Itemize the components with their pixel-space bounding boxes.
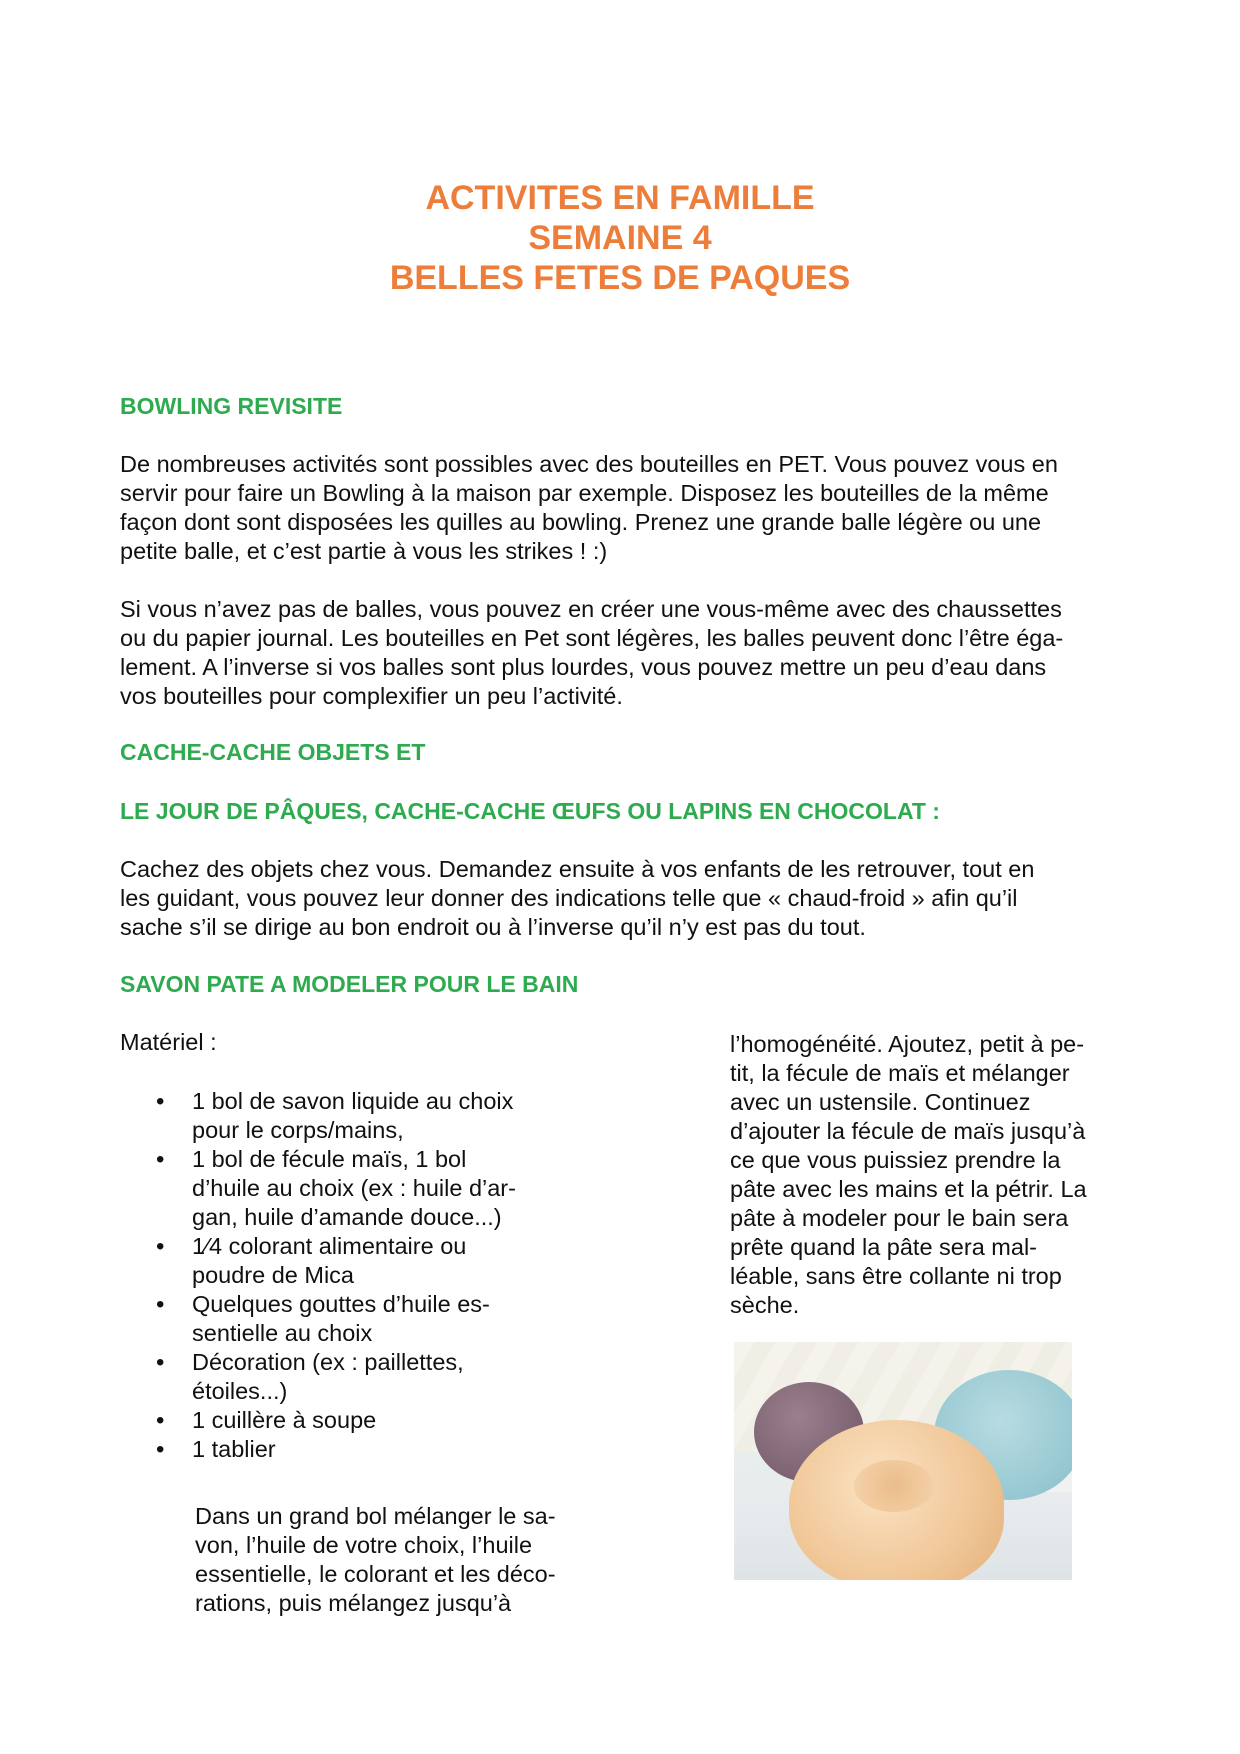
recipe-continuation-paragraph (730, 1030, 1125, 1320)
line: les guidant, vous pouvez leur donner des indications telle que « chaud-froid » afin qu’il (120, 885, 1018, 911)
heading-cache-cache-paques: LE JOUR DE PÂQUES, CACHE-CACHE ŒUFS OU LAPINS EN CHOCOLAT : (120, 798, 940, 824)
list-item (192, 1348, 600, 1406)
playdough-photo (734, 1342, 1072, 1580)
heading-bowling: BOWLING REVISITE (120, 393, 343, 419)
line: Cachez des objets chez vous. Demandez ensuite à vos enfants de les retrouver, tout en (120, 856, 1035, 882)
line: vos bouteilles pour complexifier un peu l’activité. (120, 683, 623, 709)
line: d’huile au choix (ex : huile d’ar- (192, 1175, 516, 1201)
line: 1 bol de savon liquide au choix (192, 1088, 514, 1114)
paragraph-cache-cache (120, 855, 1120, 942)
list-item (192, 1087, 600, 1145)
line: pâte avec les mains et la pétrir. La (730, 1176, 1087, 1202)
line: 1 cuillère à soupe (192, 1407, 377, 1433)
line: étoiles...) (192, 1378, 288, 1404)
line: sentielle au choix (192, 1320, 373, 1346)
list-item (192, 1406, 600, 1435)
materials-list (120, 1087, 600, 1464)
title-line-2: SEMAINE 4 (528, 219, 712, 257)
line: De nombreuses activités sont possibles avec des bouteilles en PET. Vous pouvez vous en (120, 451, 1058, 477)
heading-cache-cache-objets: CACHE-CACHE OBJETS ET (120, 739, 426, 765)
line: rations, puis mélangez jusqu’à (195, 1590, 512, 1616)
line: petite balle, et c’est partie à vous les strikes ! :) (120, 538, 608, 564)
line: poudre de Mica (192, 1262, 354, 1288)
line: sèche. (730, 1292, 800, 1318)
title-line-3: BELLES FETES DE PAQUES (389, 259, 851, 297)
list-item (192, 1290, 600, 1348)
line: 1 tablier (192, 1436, 276, 1462)
line: gan, huile d’amande douce...) (192, 1204, 502, 1230)
line: ou du papier journal. Les bouteilles en Pet sont légères, les balles peuvent donc l’être éga- (120, 625, 1064, 651)
list-item (192, 1145, 600, 1232)
line: l’homogénéité. Ajoutez, petit à pe- (730, 1031, 1085, 1057)
line: Décoration (ex : paillettes, (192, 1349, 464, 1375)
line: prête quand la pâte sera mal- (730, 1234, 1037, 1260)
recipe-left-column (120, 1028, 600, 1618)
line: essentielle, le colorant et les déco- (195, 1561, 556, 1587)
recipe-right-column (730, 1030, 1125, 1320)
line: von, l’huile de votre choix, l’huile (195, 1532, 533, 1558)
recipe-step-paragraph (195, 1502, 595, 1618)
paragraph-bowling-1 (120, 450, 1120, 566)
line: tit, la fécule de maïs et mélanger (730, 1060, 1070, 1086)
line: lement. A l’inverse si vos balles sont plus lourdes, vous pouvez mettre un peu d’eau dans (120, 654, 1047, 680)
line: Quelques gouttes d’huile es- (192, 1291, 490, 1317)
line: pour le corps/mains, (192, 1117, 404, 1143)
line: léable, sans être collante ni trop (730, 1263, 1062, 1289)
list-item (192, 1435, 600, 1464)
line: pâte à modeler pour le bain sera (730, 1205, 1069, 1231)
line: d’ajouter la fécule de maïs jusqu’à (730, 1118, 1086, 1144)
materiel-label: Matériel : (120, 1029, 217, 1055)
paragraph-bowling-2 (120, 595, 1120, 711)
line: 1⁄4 colorant alimentaire ou (192, 1233, 467, 1259)
line: Dans un grand bol mélanger le sa- (195, 1503, 556, 1529)
line: sache s’il se dirige au bon endroit ou à l’inverse qu’il n’y est pas du tout. (120, 914, 866, 940)
line: servir pour faire un Bowling à la maison par exemple. Disposez les bouteilles de la même (120, 480, 1049, 506)
line: 1 bol de fécule maïs, 1 bol (192, 1146, 467, 1172)
line: avec un ustensile. Continuez (730, 1089, 1031, 1115)
list-item (192, 1232, 600, 1290)
title-line-1: ACTIVITES EN FAMILLE (425, 179, 815, 217)
dough-indent (854, 1460, 934, 1512)
line: ce que vous puissiez prendre la (730, 1147, 1061, 1173)
heading-savon-pate: SAVON PATE A MODELER POUR LE BAIN (120, 971, 579, 997)
title-block (0, 178, 1240, 298)
line: façon dont sont disposées les quilles au bowling. Prenez une grande balle légère ou une (120, 509, 1042, 535)
line: Si vous n’avez pas de balles, vous pouvez en créer une vous-même avec des chaussettes (120, 596, 1062, 622)
